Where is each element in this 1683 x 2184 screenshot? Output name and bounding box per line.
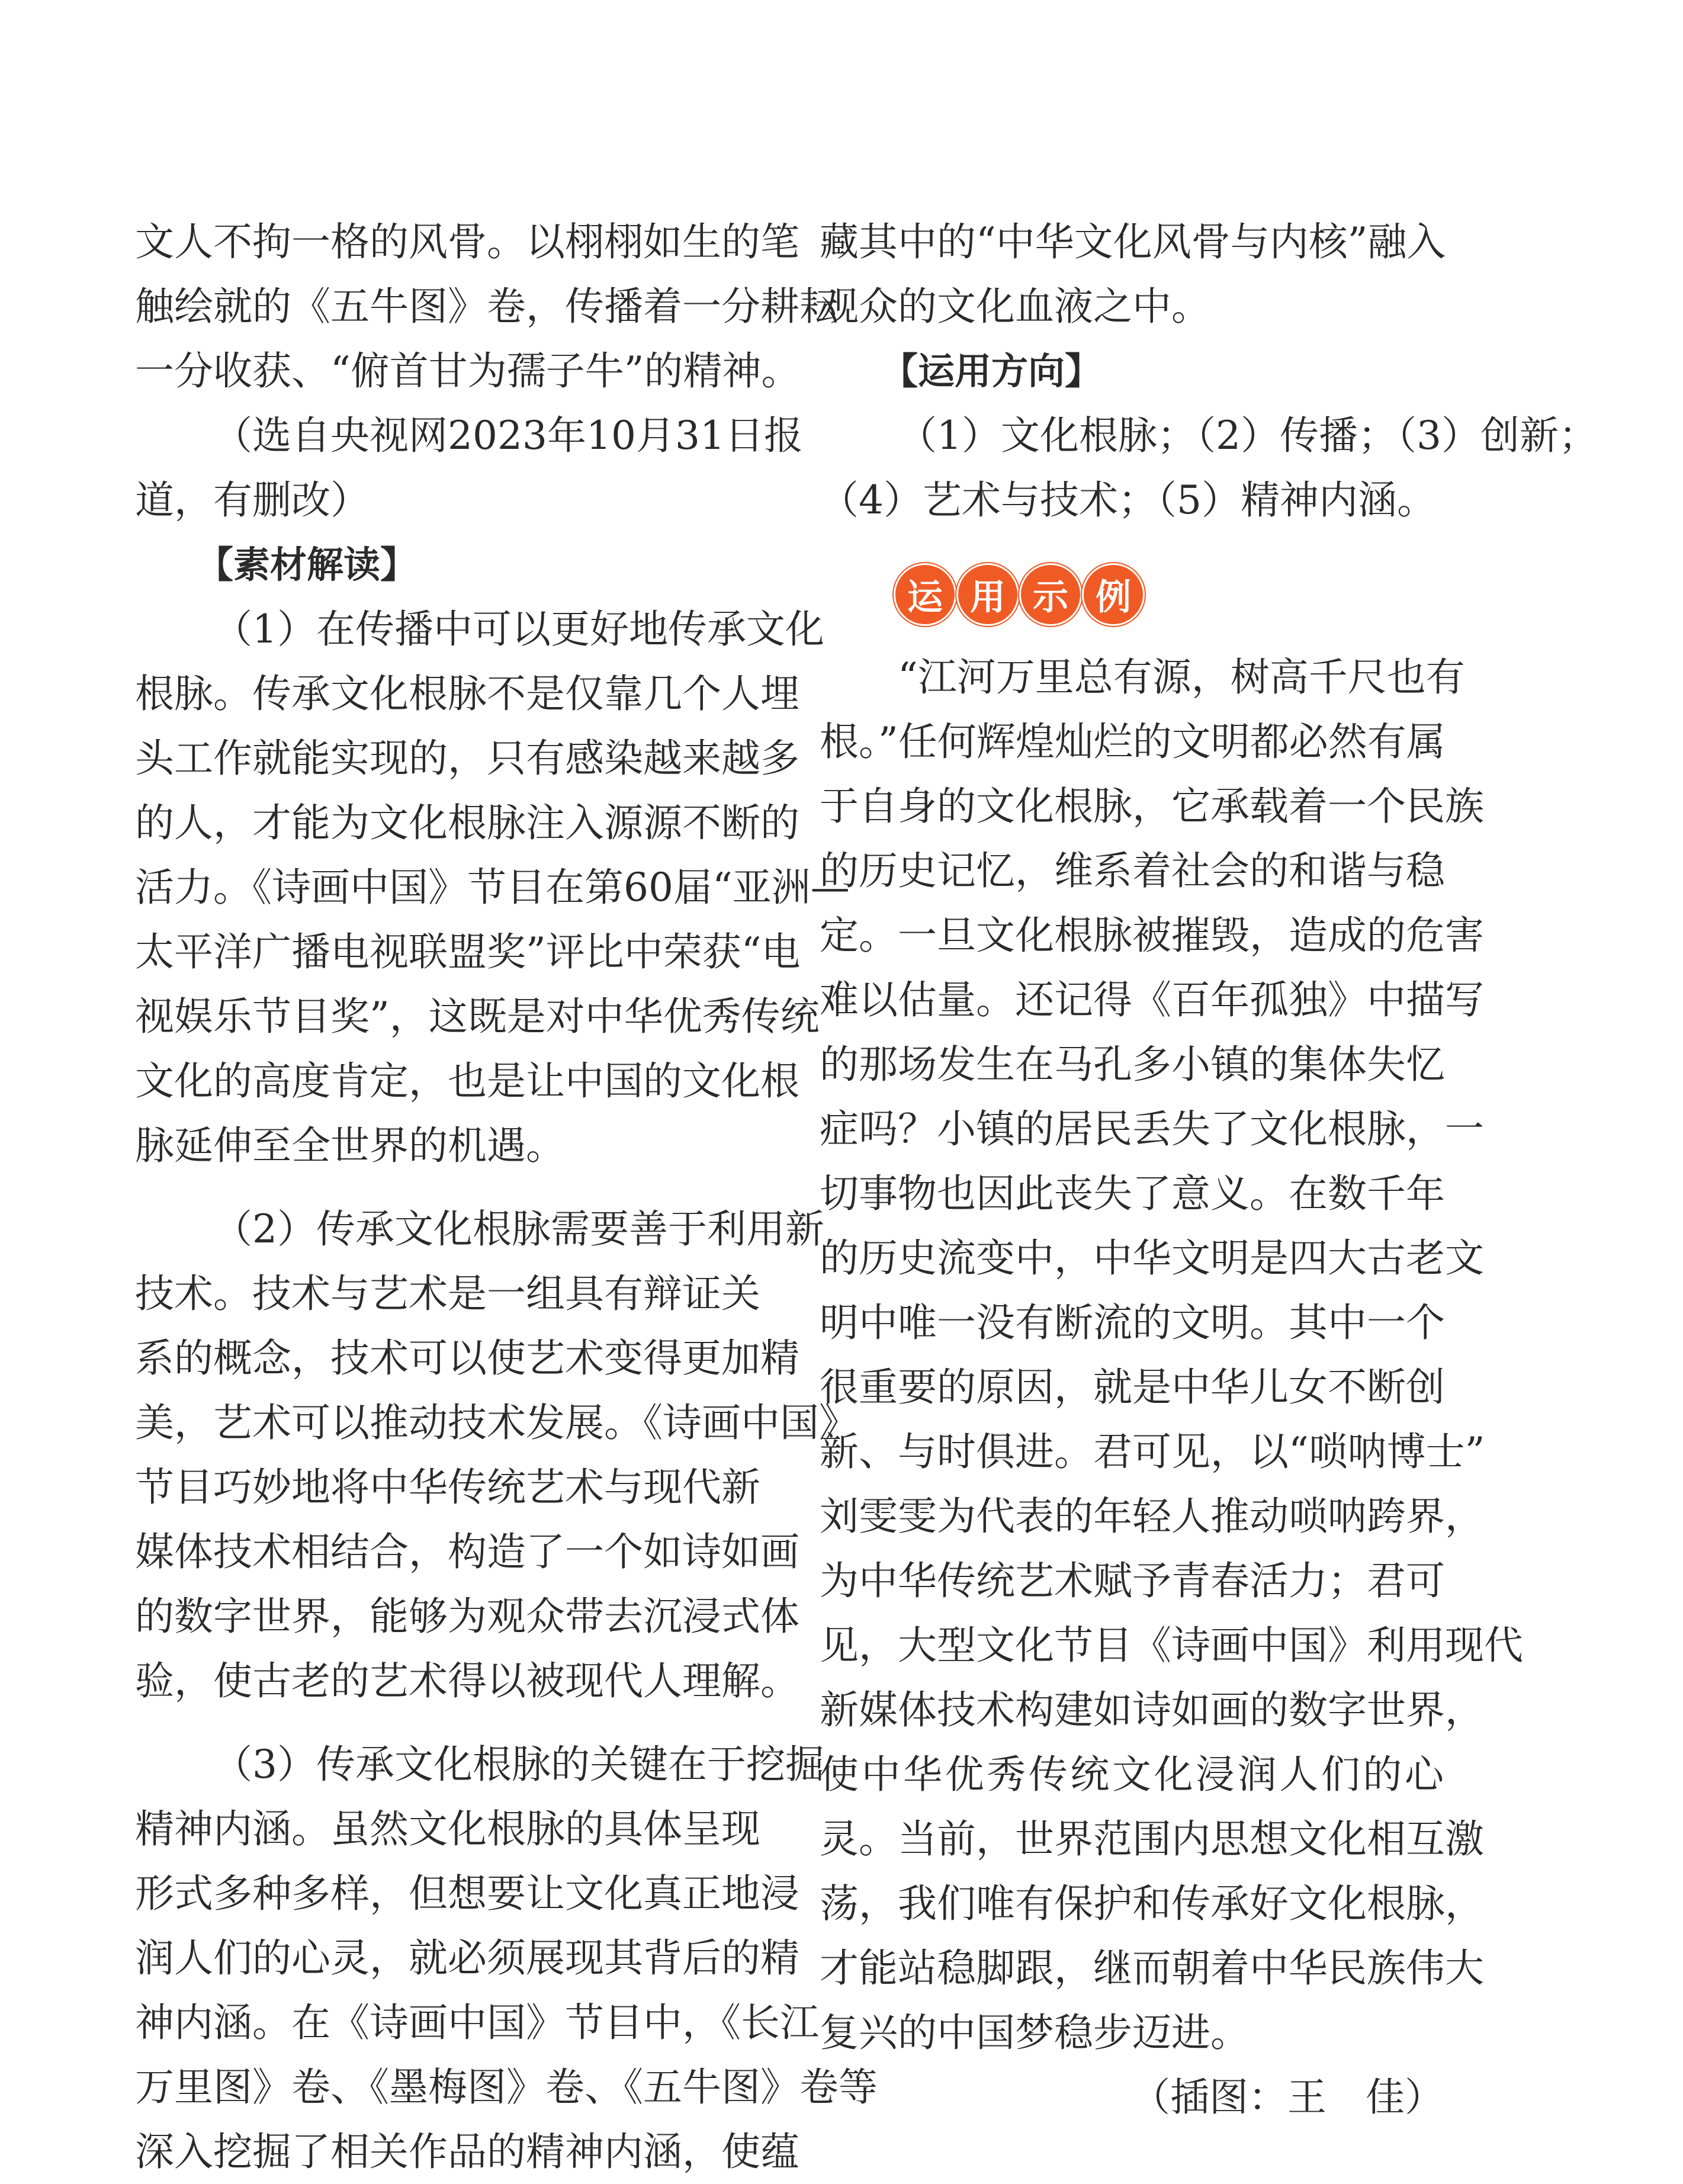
text-line: 复兴的中国梦稳步迈进。 (820, 2010, 1250, 2055)
interpretation-point-3 (135, 1732, 878, 2184)
text-line: 藏其中的“中华文化风骨与内核”融入 (820, 219, 1446, 265)
text-line: 润人们的心灵，就必须展现其背后的精 (135, 1935, 799, 1981)
text-line: 形式多种多样，但想要让文化真正地浸 (135, 1871, 799, 1916)
previous-paragraph-end (135, 210, 839, 403)
text-line: 文化的高度肯定，也是让中国的文化根 (135, 1058, 799, 1104)
text-line: 为中华传统艺术赋予青春活力；君可 (820, 1558, 1445, 1604)
text-line: 视娱乐节目奖”，这既是对中华优秀传统 (135, 994, 820, 1039)
text-line: （3）传承文化根脉的关键在于挖掘 (213, 1742, 824, 1787)
badge-char: 用 (958, 565, 1017, 624)
interpretation-heading: 【素材解读】 (197, 543, 417, 586)
text-line: 头工作就能实现的，只有感染越来越多 (135, 736, 799, 781)
text-line: 症吗？小镇的居民丢失了文化根脉，一 (820, 1106, 1484, 1152)
text-line: （1）在传播中可以更好地传承文化 (213, 606, 824, 652)
text-line: 神内涵。在《诗画中国》节目中，《长江 (135, 2000, 819, 2045)
text-line: 的历史流变中，中华文明是四大古老文 (820, 1235, 1484, 1281)
text-line: 系的概念，技术可以使艺术变得更加精 (135, 1335, 799, 1381)
text-line: 道，有删改） (135, 477, 370, 523)
text-line: 观众的文化血液之中。 (820, 284, 1210, 329)
text-line: 精神内涵。虽然文化根脉的具体呈现 (135, 1806, 760, 1852)
text-line: 荡，我们唯有保护和传承好文化根脉， (820, 1881, 1484, 1926)
text-line: 触绘就的《五牛图》卷，传播着一分耕耘 (135, 284, 839, 329)
example-section-badge (895, 562, 1444, 627)
interpretation-point-3-end (820, 210, 1444, 339)
text-line: 刘雯雯为代表的年轻人推动唢呐跨界， (820, 1494, 1484, 1539)
text-line: 活力。《诗画中国》节目在第60届“亚洲— (135, 865, 850, 910)
application-heading: 【运用方向】 (881, 349, 1102, 393)
left-column (135, 210, 878, 2184)
text-line: 深入挖掘了相关作品的精神内涵，使蕴 (135, 2129, 799, 2175)
text-line: （选自央视网2023年10月31日报 (213, 413, 803, 458)
text-line: 万里图》卷、《墨梅图》卷、《五牛图》卷等 (135, 2064, 878, 2110)
badge-char: 示 (1021, 565, 1080, 624)
right-column (820, 210, 1598, 2130)
interpretation-point-2 (135, 1197, 858, 1713)
text-line: （1）文化根脉；（2）传播；（3）创新； (898, 413, 1598, 458)
text-line: 难以估量。还记得《百年孤独》中描写 (820, 977, 1484, 1023)
badge-char: 运 (895, 565, 955, 624)
text-line: 根脉。传承文化根脉不是仅靠几个人埋 (135, 671, 799, 717)
text-line: 切事物也因此丧失了意义。在数千年 (820, 1171, 1445, 1216)
application-directions (820, 403, 1598, 532)
text-line: （2）传承文化根脉需要善于利用新 (213, 1206, 824, 1252)
text-line: 脉延伸至全世界的机遇。 (135, 1123, 565, 1168)
text-line: “江河万里总有源，树高千尺也有 (898, 654, 1465, 700)
illustration-credit: （插图：王 佳） (1131, 2074, 1444, 2120)
text-line: 的人，才能为文化根脉注入源源不断的 (135, 800, 799, 846)
text-line: 定。一旦文化根脉被摧毁，造成的危害 (820, 913, 1484, 958)
text-line: 使中华优秀传统文化浸润人们的心 (820, 1752, 1444, 1797)
text-line: 灵。当前，世界范围内思想文化相互激 (820, 1816, 1484, 1862)
text-line: 一分收获、“俯首甘为孺子牛”的精神。 (135, 348, 801, 394)
text-line: 技术。技术与艺术是一组具有辩证关 (135, 1271, 760, 1316)
text-line: 节目巧妙地将中华传统艺术与现代新 (135, 1464, 760, 1510)
text-line: 于自身的文化根脉，它承载着一个民族 (820, 783, 1484, 829)
text-line: 媒体技术相结合，构造了一个如诗如画 (135, 1529, 799, 1575)
interpretation-point-1 (135, 597, 850, 1178)
text-line: 文人不拘一格的风骨。以栩栩如生的笔 (135, 219, 799, 265)
text-line: 见，大型文化节目《诗画中国》利用现代 (820, 1623, 1523, 1668)
badge-char: 例 (1084, 565, 1143, 624)
text-line: 新媒体技术构建如诗如画的数字世界， (820, 1687, 1484, 1733)
example-paragraph (820, 645, 1523, 2065)
text-line: 明中唯一没有断流的文明。其中一个 (820, 1300, 1445, 1345)
text-line: 的历史记忆，维系着社会的和谐与稳 (820, 848, 1445, 894)
text-line: 的数字世界，能够为观众带去沉浸式体 (135, 1594, 799, 1639)
text-line: 美，艺术可以推动技术发展。《诗画中国》 (135, 1400, 858, 1446)
text-line: 的那场发生在马孔多小镇的集体失忆 (820, 1042, 1445, 1087)
text-line: 根。”任何辉煌灿烂的文明都必然有属 (820, 719, 1446, 765)
source-note (135, 403, 803, 532)
text-line: （4）艺术与技术；（5）精神内涵。 (820, 477, 1436, 523)
text-line: 才能站稳脚跟，继而朝着中华民族伟大 (820, 1945, 1484, 1991)
text-line: 新、与时俱进。君可见，以“唢呐博士” (820, 1429, 1485, 1475)
text-line: 验，使古老的艺术得以被现代人理解。 (135, 1658, 799, 1704)
text-line: 很重要的原因，就是中华儿女不断创 (820, 1364, 1445, 1410)
text-line: 太平洋广播电视联盟奖”评比中荣获“电 (135, 929, 801, 975)
